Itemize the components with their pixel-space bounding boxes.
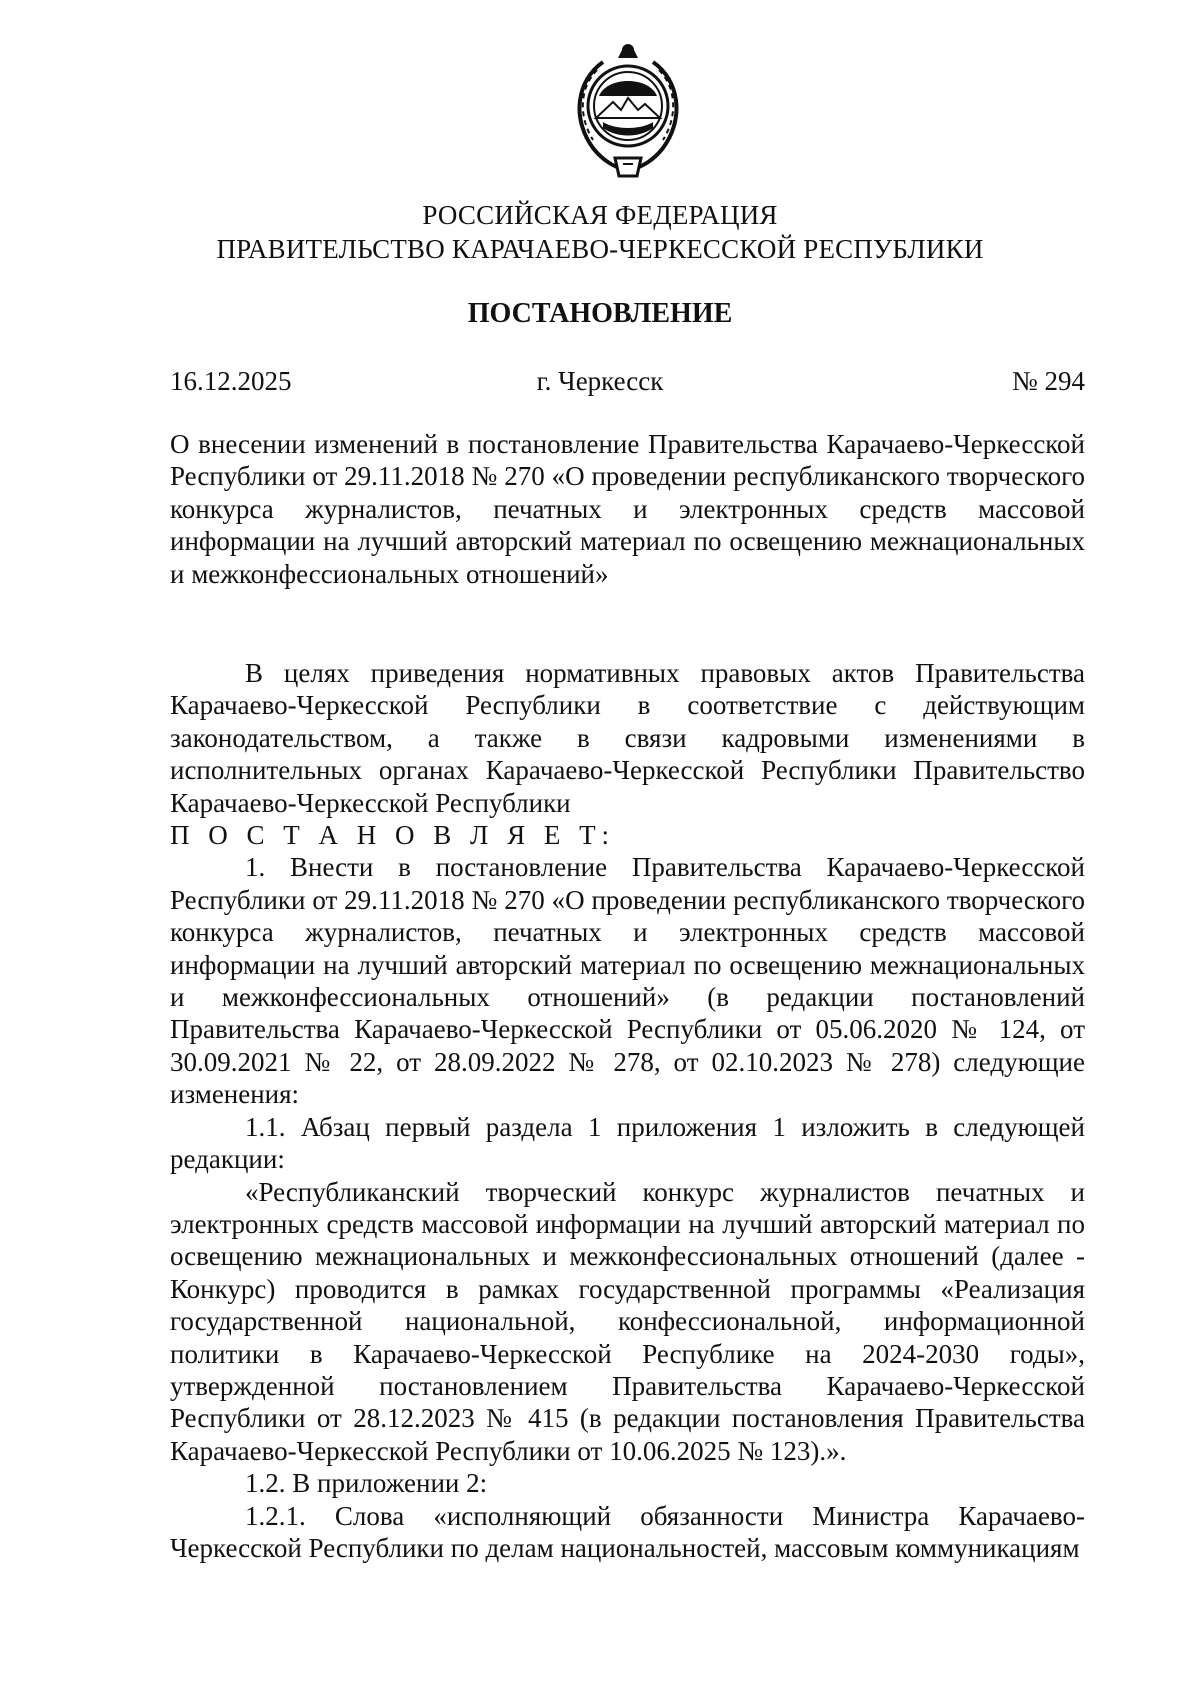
preamble-paragraph: В целях приведения нормативных правовых актов Правительства Карачаево-Черкесской Республики в соответствие с действующим законодательством, а также в связи кадровыми изменениями в исполнительных органах Карачаево-Черкесской Республики Правительство Карачаево-Черкесской Республики <box>170 658 1085 818</box>
document-city: г. Черкесск <box>536 366 664 396</box>
item-1-2-paragraph: 1.2. В приложении 2: <box>245 1468 488 1499</box>
document-date: 16.12.2025 <box>170 366 292 396</box>
item-1-paragraph: 1. Внести в постановление Правительства Карачаево-Черкесской Республики от 29.11.2018 № 270 «О проведении республиканского творческого конкурса журналистов, печатных и электронных средств массовой информации на лучший авторский материал по освещению межнациональных и межконфессиональных отношений» (в редакции постановлений Правительства Карачаево-Черкесской Республики от 05.06.2020 № 124, от 30.09.2021 № 22, от 28.09.2022 № 278, от 02.10.2023 № 278) следующие изменения: <box>170 852 1085 1110</box>
document-subject: О внесении изменений в постановление Правительства Карачаево-Черкесской Республики от 29.11.2018 № 270 «О проведении республиканского творческого конкурса журналистов, печатных и электронных средств массовой информации на лучший авторский материал по освещению межнациональных и межконфессиональных отношений» <box>170 429 1085 589</box>
coat-of-arms-emblem <box>563 40 693 180</box>
document-type-title: ПОСТАНОВЛЕНИЕ <box>467 298 733 329</box>
document-number: № 294 <box>1011 366 1085 396</box>
item-1-1-quote-paragraph: «Республиканский творческий конкурс журналистов печатных и электронных средств массовой информации на лучший авторский материал по освещению межнациональных и межконфессиональных отношений (далее - Конкурс) проводится в рамках государственной программы «Реализация государственной национальной, конфессиональной, информационной политики в Карачаево-Черкесской Республике на 2024-2030 годы», утвержденной постановлением Правительства Карачаево-Черкесской Республики от 28.12.2023 № 415 (в редакции постановления Правительства Карачаево-Черкесской Республики от 10.06.2025 № 123).». <box>170 1176 1085 1466</box>
item-1-1-paragraph: 1.1. Абзац первый раздела 1 приложения 1 изложить в следующей редакции: <box>170 1111 1085 1175</box>
government-heading: ПРАВИТЕЛЬСТВО КАРАЧАЕВО-ЧЕРКЕССКОЙ РЕСПУБЛИКИ <box>216 234 984 264</box>
resolves-heading: П О С Т А Н О В Л Я Е Т: <box>170 820 616 851</box>
document-body <box>170 657 1085 1564</box>
item-1-2-1-paragraph: 1.2.1. Слова «исполняющий обязанности Министра Карачаево-Черкесской Республики по делам национальностей, массовым коммуникациям <box>170 1500 1085 1563</box>
country-heading: РОССИЙСКАЯ ФЕДЕРАЦИЯ <box>422 200 778 230</box>
